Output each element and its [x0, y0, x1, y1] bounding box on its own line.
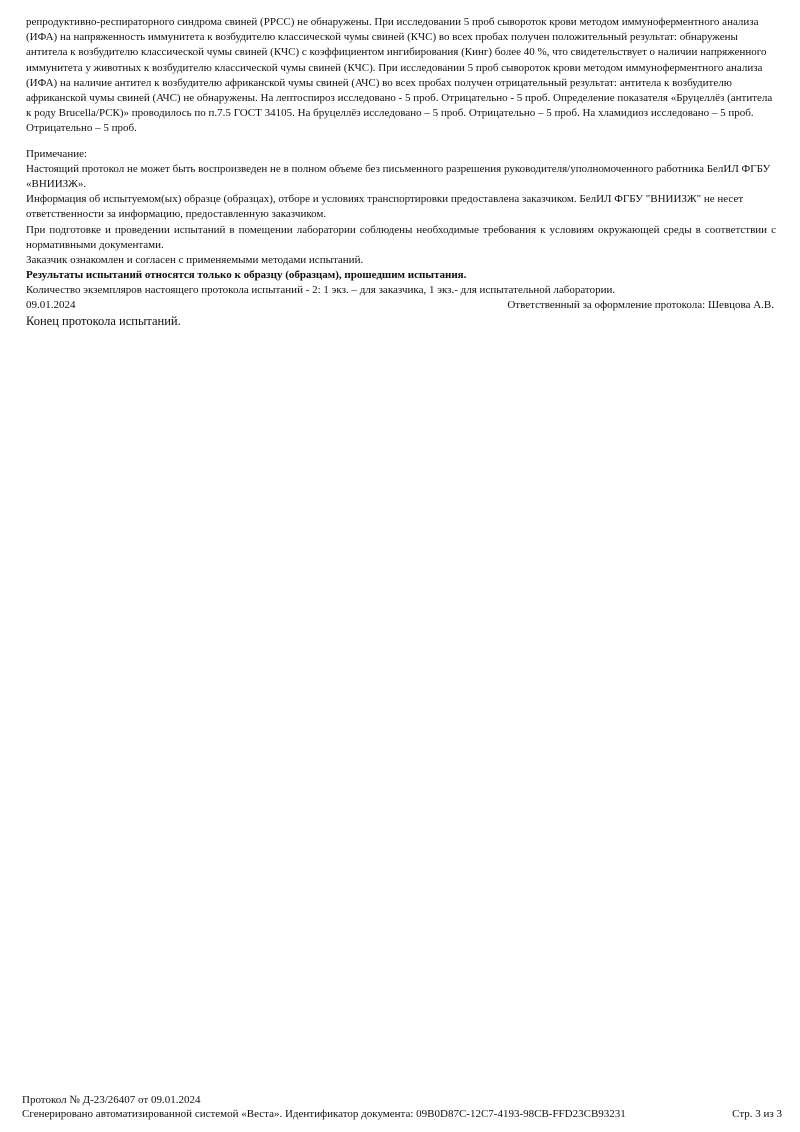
note-label: Примечание:: [26, 147, 88, 160]
footer-protocol: Протокол № Д-23/26407 от 09.01.2024: [22, 1094, 201, 1106]
note-info: Информация об испытуемом(ых) образце (образцах), отборе и условиях транспортировки предоставлена заказчиком. БелИЛ ФГБУ "ВНИИЗЖ" не несет ответственности за информацию, предоставленную заказчиком.: [26, 193, 744, 221]
footer-generated: Сгенерировано автоматизированной системой «Веста». Идентификатор документа: 09B0D87C-12C7-4193-98CB-FFD23CB93231: [22, 1108, 626, 1120]
signature-date: 09.01.2024: [26, 299, 76, 311]
notes-section: [26, 147, 776, 299]
note-results: Результаты испытаний относятся только к образцу (образцам), прошедшим испытания.: [26, 269, 467, 282]
end-of-protocol: Конец протокола испытаний.: [26, 314, 181, 328]
note-reproduction: Настоящий протокол не может быть воспроизведен не в полном объеме без письменного разрешения руководителя/уполномоченного работника БелИЛ ФГБУ «ВНИИЗЖ».: [26, 162, 771, 191]
results-paragraph: репродуктивно-респираторного синдрома свиней (РРСС) не обнаружены. При исследовании 5 проб сывороток крови методом иммуноферментного анализа (ИФА) на напряженность иммунитета к возбудителю классической чумы свиней (КЧС) во всех пробах получен положительный результат: обнаружены антитела к возбудителю классической чумы свиней (КЧС) с коэффициентом ингибирования (Кинг) более 40 %, что свидетельствует о наличии напряженного иммунитета у животных к возбудителю классической чумы свиней (КЧС). При исследовании 5 проб сывороток крови методом иммуноферментного анализа (ИФА) на наличие антител к возбудителю африканской чумы свиней (АЧС) во всех пробах получен отрицательный результат: антитела к возбудителю африканской чумы свиней (АЧС) не обнаружены. На лептоспироз исследовано - 5 проб. Отрицательно - 5 проб. Определение показателя «Бруцеллёз (антитела к роду Brucella/РСК)» проводилось по п.7.5 ГОСТ 34105. На бруцеллёз исследовано – 5 проб. Отрицательно – 5 проб. На хламидиоз исследовано – 5 проб. Отрицательно – 5 проб.: [26, 16, 773, 135]
document-body: [26, 15, 776, 299]
note-agreement: Заказчик ознакомлен и согласен с применяемыми методами испытаний.: [26, 254, 364, 267]
note-copies: Количество экземпляров настоящего протокола испытаний - 2: 1 экз. – для заказчика, 1 экз.- для испытательной лаборатории.: [26, 284, 616, 297]
signature-responsible: Ответственный за оформление протокола: Шевцова А.В.: [507, 299, 774, 311]
note-conditions: При подготовке и проведении испытаний в помещении лаборатории соблюдены необходимые требования к условиям окружающей среды в соответствии с нормативными документами.: [26, 223, 776, 251]
footer-page-number: Стр. 3 из 3: [732, 1108, 782, 1120]
